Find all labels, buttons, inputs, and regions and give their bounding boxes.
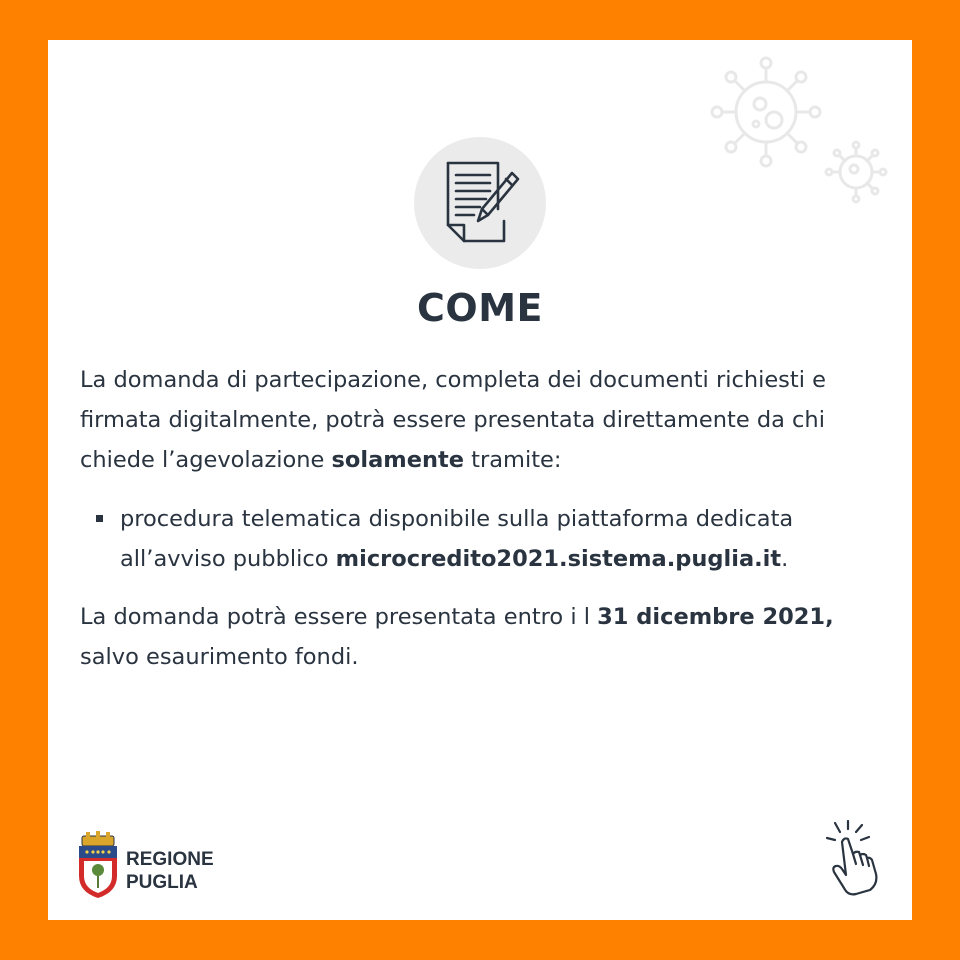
document-icon-circle [414,137,546,269]
intro-paragraph: La domanda di partecipazione, completa dei documenti richiesti e firmata digitalmente, potrà essere presentata direttamente da chi chiede l’agevolazione solamente tramite: [80,367,826,473]
platform-link: microcredito2021.sistema.puglia.it [335,546,782,572]
deadline-paragraph: La domanda potrà essere presentata entro i l 31 dicembre 2021, salvo esaurimento fondi. [80,604,834,670]
list-item [96,499,876,579]
virus-icon [708,54,898,204]
logo-wordmark: REGIONE PUGLIA [126,849,214,893]
bullet-text: procedura telematica disponibile sulla piattaforma dedicata all’avviso pubblico microcredito2021.sistema.puglia.it. [120,506,794,572]
document-pen-icon [442,159,522,245]
tap-hand-icon [826,820,882,896]
regione-puglia-logo [76,830,276,900]
page-title: COME [417,286,543,330]
bullet-marker [96,515,103,522]
content-card [48,40,912,920]
coat-of-arms-icon [76,830,120,900]
